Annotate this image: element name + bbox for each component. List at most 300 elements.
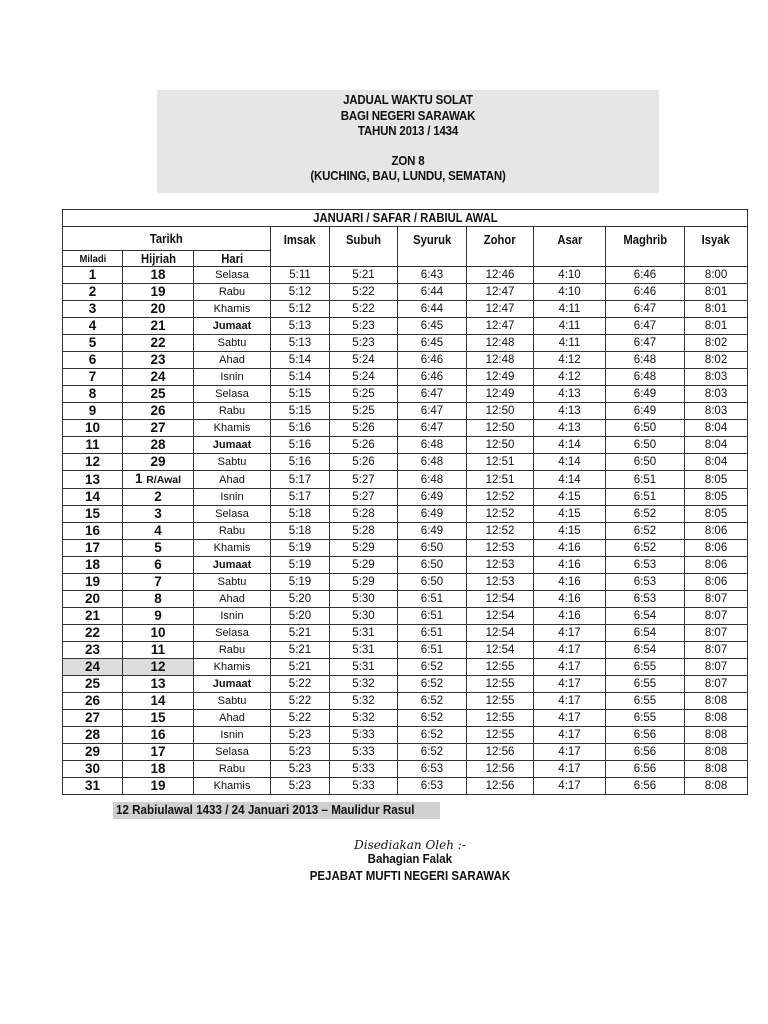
maghrib-cell: 6:56 <box>606 761 685 778</box>
miladi-cell: 24 <box>63 659 123 676</box>
hijriah-cell: 18 <box>123 761 194 778</box>
isyak-cell: 8:08 <box>685 778 748 795</box>
asar-cell: 4:11 <box>534 318 606 335</box>
asar-cell: 4:17 <box>534 744 606 761</box>
subuh-cell: 5:33 <box>330 761 398 778</box>
subuh-cell: 5:33 <box>330 744 398 761</box>
isyak-cell: 8:03 <box>685 386 748 403</box>
miladi-header: Miladi <box>63 251 123 267</box>
hari-header: Hari <box>194 251 271 267</box>
imsak-header: Imsak <box>271 227 330 267</box>
maghrib-cell: 6:48 <box>606 369 685 386</box>
isyak-cell: 8:01 <box>685 301 748 318</box>
hari-cell: Rabu <box>194 523 271 540</box>
hijriah-cell: 24 <box>123 369 194 386</box>
imsak-cell: 5:19 <box>271 574 330 591</box>
subuh-cell: 5:23 <box>330 335 398 352</box>
zohor-cell: 12:50 <box>467 437 534 454</box>
zohor-cell: 12:54 <box>467 625 534 642</box>
hijriah-cell: 15 <box>123 710 194 727</box>
isyak-cell: 8:07 <box>685 676 748 693</box>
maghrib-cell: 6:55 <box>606 693 685 710</box>
imsak-cell: 5:20 <box>271 608 330 625</box>
hijriah-cell: 16 <box>123 727 194 744</box>
subuh-cell: 5:33 <box>330 727 398 744</box>
zohor-cell: 12:48 <box>467 352 534 369</box>
miladi-cell: 15 <box>63 506 123 523</box>
hari-cell: Selasa <box>194 744 271 761</box>
hari-cell: Ahad <box>194 591 271 608</box>
hari-cell: Isnin <box>194 489 271 506</box>
isyak-cell: 8:00 <box>685 267 748 284</box>
hijriah-cell: 21 <box>123 318 194 335</box>
asar-cell: 4:10 <box>534 284 606 301</box>
isyak-cell: 8:03 <box>685 369 748 386</box>
syuruk-cell: 6:51 <box>398 591 467 608</box>
isyak-cell: 8:01 <box>685 284 748 301</box>
isyak-cell: 8:07 <box>685 608 748 625</box>
asar-cell: 4:17 <box>534 727 606 744</box>
miladi-cell: 7 <box>63 369 123 386</box>
imsak-cell: 5:23 <box>271 778 330 795</box>
imsak-cell: 5:19 <box>271 557 330 574</box>
zohor-cell: 12:48 <box>467 335 534 352</box>
syuruk-cell: 6:51 <box>398 608 467 625</box>
isyak-cell: 8:04 <box>685 454 748 471</box>
zohor-cell: 12:56 <box>467 761 534 778</box>
imsak-cell: 5:12 <box>271 284 330 301</box>
subuh-cell: 5:30 <box>330 591 398 608</box>
imsak-cell: 5:12 <box>271 301 330 318</box>
asar-cell: 4:10 <box>534 267 606 284</box>
imsak-cell: 5:18 <box>271 506 330 523</box>
hijriah-cell: 27 <box>123 420 194 437</box>
miladi-cell: 12 <box>63 454 123 471</box>
maghrib-cell: 6:55 <box>606 676 685 693</box>
imsak-cell: 5:13 <box>271 335 330 352</box>
syuruk-cell: 6:47 <box>398 420 467 437</box>
isyak-cell: 8:06 <box>685 557 748 574</box>
subuh-cell: 5:29 <box>330 574 398 591</box>
miladi-cell: 6 <box>63 352 123 369</box>
imsak-cell: 5:13 <box>271 318 330 335</box>
zohor-cell: 12:50 <box>467 420 534 437</box>
miladi-cell: 29 <box>63 744 123 761</box>
holiday-note: 12 Rabiulawal 1433 / 24 Januari 2013 – Maulidur Rasul <box>113 802 440 819</box>
syuruk-cell: 6:50 <box>398 574 467 591</box>
subuh-cell: 5:32 <box>330 676 398 693</box>
maghrib-cell: 6:50 <box>606 437 685 454</box>
isyak-cell: 8:08 <box>685 727 748 744</box>
miladi-cell: 13 <box>63 471 123 489</box>
imsak-cell: 5:17 <box>271 489 330 506</box>
asar-cell: 4:15 <box>534 523 606 540</box>
hijriah-cell: 13 <box>123 676 194 693</box>
hijriah-cell: 29 <box>123 454 194 471</box>
subuh-cell: 5:31 <box>330 659 398 676</box>
hijriah-cell: 28 <box>123 437 194 454</box>
zohor-cell: 12:56 <box>467 744 534 761</box>
syuruk-cell: 6:49 <box>398 506 467 523</box>
miladi-cell: 8 <box>63 386 123 403</box>
hijriah-cell: 12 <box>123 659 194 676</box>
syuruk-cell: 6:44 <box>398 301 467 318</box>
table-row <box>63 659 748 676</box>
prayer-times-table <box>62 209 748 795</box>
zohor-cell: 12:55 <box>467 710 534 727</box>
hijriah-cell: 18 <box>123 267 194 284</box>
maghrib-cell: 6:56 <box>606 778 685 795</box>
hari-cell: Rabu <box>194 642 271 659</box>
table-row <box>63 403 748 420</box>
zohor-header: Zohor <box>467 227 534 267</box>
hijriah-cell: 9 <box>123 608 194 625</box>
hijriah-cell: 19 <box>123 778 194 795</box>
table-row <box>63 557 748 574</box>
zohor-cell: 12:54 <box>467 591 534 608</box>
zohor-cell: 12:47 <box>467 284 534 301</box>
isyak-cell: 8:07 <box>685 642 748 659</box>
hijriah-header: Hijriah <box>123 251 194 267</box>
syuruk-cell: 6:52 <box>398 727 467 744</box>
asar-cell: 4:15 <box>534 506 606 523</box>
prepared-by-label: Disediakan Oleh :- <box>354 838 466 852</box>
imsak-cell: 5:16 <box>271 420 330 437</box>
subuh-cell: 5:33 <box>330 778 398 795</box>
table-row <box>63 301 748 318</box>
miladi-cell: 19 <box>63 574 123 591</box>
asar-cell: 4:11 <box>534 335 606 352</box>
maghrib-cell: 6:50 <box>606 454 685 471</box>
hijriah-cell: 22 <box>123 335 194 352</box>
table-row <box>63 420 748 437</box>
zohor-cell: 12:53 <box>467 574 534 591</box>
isyak-cell: 8:07 <box>685 659 748 676</box>
zohor-cell: 12:51 <box>467 454 534 471</box>
maghrib-cell: 6:52 <box>606 540 685 557</box>
maghrib-cell: 6:52 <box>606 523 685 540</box>
syuruk-cell: 6:46 <box>398 352 467 369</box>
miladi-cell: 30 <box>63 761 123 778</box>
syuruk-cell: 6:51 <box>398 642 467 659</box>
subuh-cell: 5:24 <box>330 352 398 369</box>
zohor-cell: 12:55 <box>467 659 534 676</box>
asar-cell: 4:12 <box>534 369 606 386</box>
asar-cell: 4:12 <box>534 352 606 369</box>
zohor-cell: 12:49 <box>467 386 534 403</box>
miladi-cell: 10 <box>63 420 123 437</box>
imsak-cell: 5:16 <box>271 437 330 454</box>
imsak-cell: 5:18 <box>271 523 330 540</box>
table-row <box>63 284 748 301</box>
subuh-cell: 5:26 <box>330 454 398 471</box>
asar-cell: 4:17 <box>534 659 606 676</box>
miladi-cell: 25 <box>63 676 123 693</box>
isyak-cell: 8:07 <box>685 591 748 608</box>
hijriah-cell: 25 <box>123 386 194 403</box>
isyak-cell: 8:02 <box>685 335 748 352</box>
zohor-cell: 12:49 <box>467 369 534 386</box>
imsak-cell: 5:11 <box>271 267 330 284</box>
subuh-cell: 5:28 <box>330 506 398 523</box>
maghrib-cell: 6:46 <box>606 284 685 301</box>
miladi-cell: 18 <box>63 557 123 574</box>
hari-cell: Isnin <box>194 608 271 625</box>
maghrib-cell: 6:54 <box>606 642 685 659</box>
maghrib-cell: 6:51 <box>606 471 685 489</box>
hari-cell: Jumaat <box>194 676 271 693</box>
imsak-cell: 5:21 <box>271 642 330 659</box>
syuruk-cell: 6:48 <box>398 454 467 471</box>
table-row <box>63 574 748 591</box>
syuruk-cell: 6:52 <box>398 659 467 676</box>
isyak-cell: 8:06 <box>685 574 748 591</box>
syuruk-cell: 6:43 <box>398 267 467 284</box>
miladi-cell: 31 <box>63 778 123 795</box>
table-row <box>63 523 748 540</box>
imsak-cell: 5:21 <box>271 659 330 676</box>
isyak-cell: 8:02 <box>685 352 748 369</box>
table-row <box>63 267 748 284</box>
zohor-cell: 12:53 <box>467 557 534 574</box>
hari-cell: Khamis <box>194 540 271 557</box>
asar-cell: 4:13 <box>534 420 606 437</box>
hari-cell: Isnin <box>194 727 271 744</box>
miladi-cell: 1 <box>63 267 123 284</box>
subuh-cell: 5:31 <box>330 642 398 659</box>
table-row <box>63 471 748 489</box>
isyak-cell: 8:03 <box>685 403 748 420</box>
imsak-cell: 5:19 <box>271 540 330 557</box>
asar-cell: 4:17 <box>534 676 606 693</box>
zohor-cell: 12:52 <box>467 489 534 506</box>
table-row <box>63 437 748 454</box>
hari-cell: Rabu <box>194 761 271 778</box>
syuruk-cell: 6:48 <box>398 437 467 454</box>
table-row <box>63 744 748 761</box>
maghrib-cell: 6:47 <box>606 318 685 335</box>
maghrib-cell: 6:47 <box>606 335 685 352</box>
hari-cell: Khamis <box>194 420 271 437</box>
miladi-cell: 26 <box>63 693 123 710</box>
subuh-cell: 5:25 <box>330 403 398 420</box>
zone-label: ZON 8 <box>391 153 425 168</box>
hari-cell: Jumaat <box>194 557 271 574</box>
isyak-cell: 8:04 <box>685 420 748 437</box>
isyak-cell: 8:06 <box>685 540 748 557</box>
hari-cell: Rabu <box>194 403 271 420</box>
hari-cell: Isnin <box>194 369 271 386</box>
asar-cell: 4:17 <box>534 642 606 659</box>
syuruk-cell: 6:51 <box>398 625 467 642</box>
zohor-cell: 12:52 <box>467 523 534 540</box>
document-title-block <box>157 90 659 193</box>
isyak-cell: 8:06 <box>685 523 748 540</box>
isyak-cell: 8:07 <box>685 625 748 642</box>
asar-cell: 4:15 <box>534 489 606 506</box>
asar-cell: 4:17 <box>534 625 606 642</box>
maghrib-cell: 6:51 <box>606 489 685 506</box>
subuh-cell: 5:26 <box>330 437 398 454</box>
hijriah-cell: 7 <box>123 574 194 591</box>
asar-header: Asar <box>534 227 606 267</box>
miladi-cell: 20 <box>63 591 123 608</box>
hijriah-day: 1 <box>134 471 143 486</box>
subuh-cell: 5:32 <box>330 693 398 710</box>
isyak-header: Isyak <box>685 227 748 267</box>
miladi-cell: 14 <box>63 489 123 506</box>
office-name: PEJABAT MUFTI NEGERI SARAWAK <box>309 869 511 883</box>
table-row <box>63 335 748 352</box>
hari-cell: Jumaat <box>194 318 271 335</box>
asar-cell: 4:16 <box>534 591 606 608</box>
subuh-cell: 5:30 <box>330 608 398 625</box>
subuh-cell: 5:28 <box>330 523 398 540</box>
zohor-cell: 12:46 <box>467 267 534 284</box>
table-row <box>63 506 748 523</box>
maghrib-cell: 6:49 <box>606 386 685 403</box>
maghrib-header: Maghrib <box>606 227 685 267</box>
asar-cell: 4:16 <box>534 540 606 557</box>
imsak-cell: 5:21 <box>271 625 330 642</box>
asar-cell: 4:17 <box>534 761 606 778</box>
miladi-cell: 23 <box>63 642 123 659</box>
title-line: TAHUN 2013 / 1434 <box>357 124 459 138</box>
table-row <box>63 642 748 659</box>
asar-cell: 4:14 <box>534 454 606 471</box>
syuruk-cell: 6:46 <box>398 369 467 386</box>
table-row <box>63 591 748 608</box>
miladi-cell: 17 <box>63 540 123 557</box>
asar-cell: 4:17 <box>534 778 606 795</box>
imsak-cell: 5:17 <box>271 471 330 489</box>
syuruk-cell: 6:45 <box>398 318 467 335</box>
subuh-cell: 5:29 <box>330 540 398 557</box>
maghrib-cell: 6:56 <box>606 744 685 761</box>
hari-cell: Sabtu <box>194 574 271 591</box>
table-row <box>63 454 748 471</box>
miladi-cell: 9 <box>63 403 123 420</box>
syuruk-cell: 6:50 <box>398 540 467 557</box>
imsak-cell: 5:15 <box>271 386 330 403</box>
isyak-cell: 8:08 <box>685 710 748 727</box>
imsak-cell: 5:15 <box>271 403 330 420</box>
subuh-cell: 5:31 <box>330 625 398 642</box>
syuruk-cell: 6:53 <box>398 761 467 778</box>
hari-cell: Selasa <box>194 386 271 403</box>
asar-cell: 4:17 <box>534 710 606 727</box>
miladi-cell: 2 <box>63 284 123 301</box>
hijriah-cell: 8 <box>123 591 194 608</box>
department-name: Bahagian Falak <box>367 852 453 866</box>
maghrib-cell: 6:53 <box>606 591 685 608</box>
hari-cell: Ahad <box>194 471 271 489</box>
title-line: JADUAL WAKTU SOLAT <box>343 93 473 107</box>
asar-cell: 4:11 <box>534 301 606 318</box>
asar-cell: 4:13 <box>534 403 606 420</box>
maghrib-cell: 6:52 <box>606 506 685 523</box>
imsak-cell: 5:23 <box>271 761 330 778</box>
imsak-cell: 5:14 <box>271 352 330 369</box>
isyak-cell: 8:05 <box>685 506 748 523</box>
table-row <box>63 386 748 403</box>
zohor-cell: 12:55 <box>467 676 534 693</box>
syuruk-cell: 6:52 <box>398 693 467 710</box>
isyak-cell: 8:05 <box>685 471 748 489</box>
maghrib-cell: 6:54 <box>606 608 685 625</box>
tarikh-header: Tarikh <box>63 227 271 251</box>
miladi-cell: 11 <box>63 437 123 454</box>
hari-cell: Sabtu <box>194 693 271 710</box>
hari-cell: Khamis <box>194 659 271 676</box>
isyak-cell: 8:08 <box>685 693 748 710</box>
hijriah-cell: 20 <box>123 301 194 318</box>
zone-areas: (KUCHING, BAU, LUNDU, SEMATAN) <box>310 169 506 183</box>
table-row <box>63 761 748 778</box>
zohor-cell: 12:56 <box>467 778 534 795</box>
subuh-cell: 5:24 <box>330 369 398 386</box>
syuruk-cell: 6:49 <box>398 489 467 506</box>
syuruk-cell: 6:47 <box>398 403 467 420</box>
isyak-cell: 8:04 <box>685 437 748 454</box>
hijriah-cell: 23 <box>123 352 194 369</box>
maghrib-cell: 6:55 <box>606 659 685 676</box>
isyak-cell: 8:05 <box>685 489 748 506</box>
syuruk-cell: 6:44 <box>398 284 467 301</box>
asar-cell: 4:16 <box>534 557 606 574</box>
miladi-cell: 21 <box>63 608 123 625</box>
hari-cell: Rabu <box>194 284 271 301</box>
hari-cell: Sabtu <box>194 454 271 471</box>
title-line: BAGI NEGERI SARAWAK <box>340 108 476 123</box>
zohor-cell: 12:51 <box>467 471 534 489</box>
zohor-cell: 12:55 <box>467 727 534 744</box>
zohor-cell: 12:47 <box>467 318 534 335</box>
table-row <box>63 369 748 386</box>
imsak-cell: 5:14 <box>271 369 330 386</box>
hijriah-cell: 11 <box>123 642 194 659</box>
subuh-cell: 5:25 <box>330 386 398 403</box>
miladi-cell: 5 <box>63 335 123 352</box>
subuh-cell: 5:22 <box>330 301 398 318</box>
hijriah-cell: 26 <box>123 403 194 420</box>
hijriah-cell: 2 <box>123 489 194 506</box>
zohor-cell: 12:50 <box>467 403 534 420</box>
maghrib-cell: 6:55 <box>606 710 685 727</box>
syuruk-cell: 6:50 <box>398 557 467 574</box>
hijriah-cell <box>123 471 194 489</box>
subuh-cell: 5:22 <box>330 284 398 301</box>
maghrib-cell: 6:48 <box>606 352 685 369</box>
miladi-cell: 16 <box>63 523 123 540</box>
zohor-cell: 12:54 <box>467 642 534 659</box>
hijriah-cell: 19 <box>123 284 194 301</box>
table-row <box>63 693 748 710</box>
miladi-cell: 22 <box>63 625 123 642</box>
subuh-header: Subuh <box>330 227 398 267</box>
subuh-cell: 5:27 <box>330 471 398 489</box>
asar-cell: 4:13 <box>534 386 606 403</box>
maghrib-cell: 6:46 <box>606 267 685 284</box>
asar-cell: 4:16 <box>534 574 606 591</box>
isyak-cell: 8:08 <box>685 761 748 778</box>
miladi-cell: 4 <box>63 318 123 335</box>
maghrib-cell: 6:53 <box>606 574 685 591</box>
table-row <box>63 489 748 506</box>
table-row <box>63 625 748 642</box>
hijriah-cell: 5 <box>123 540 194 557</box>
imsak-cell: 5:23 <box>271 727 330 744</box>
